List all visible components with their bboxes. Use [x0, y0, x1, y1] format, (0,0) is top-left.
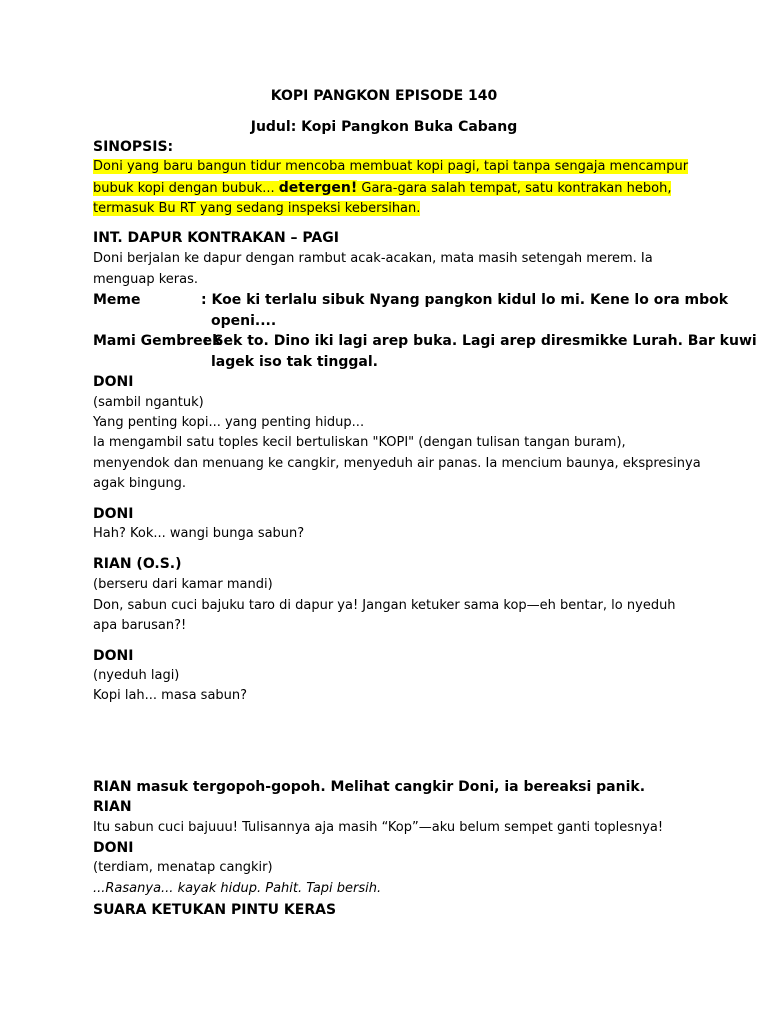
dialogue-mami: : Sek to. Dino iki lagi arep buka. Lagi arep diresmikke Lurah. Bar kuwi [203, 333, 757, 349]
synopsis-heading: SINOPSIS: [93, 139, 174, 155]
synopsis-line-3 [93, 199, 420, 219]
dialogue-line: ...Rasanya... kayak hidup. Pahit. Tapi bersih. [93, 881, 382, 896]
synopsis-line-2 [93, 178, 671, 199]
parenthetical: (berseru dari kamar mandi) [93, 577, 273, 592]
synopsis-emphasis: detergen! [278, 180, 358, 196]
dialogue-line: Don, sabun cuci bajuku taro di dapur ya! Jangan ketuker sama kop—eh bentar, lo nyeduh [93, 598, 676, 613]
dialogue-mami: lagek iso tak tinggal. [211, 354, 378, 370]
character-name-meme: Meme [93, 292, 141, 308]
dialogue-meme: openi.... [211, 313, 277, 329]
sound-cue: SUARA KETUKAN PINTU KERAS [93, 902, 337, 918]
scene-heading: INT. DAPUR KONTRAKAN – PAGI [93, 230, 339, 246]
character-name-rian: RIAN (O.S.) [93, 556, 182, 572]
action-line: menyendok dan menuang ke cangkir, menyeduh air panas. Ia mencium baunya, ekspresinya [93, 456, 701, 471]
dialogue-line: apa barusan?! [93, 618, 187, 633]
dialogue-line: Hah? Kok... wangi bunga sabun? [93, 526, 305, 541]
parenthetical: (nyeduh lagi) [93, 668, 180, 683]
character-name-doni: DONI [93, 840, 134, 856]
synopsis-line-1 [93, 157, 688, 177]
character-name-doni: DONI [93, 648, 134, 664]
scene-line: Doni berjalan ke dapur dengan rambut acak-acakan, mata masih setengah merem. Ia [93, 251, 653, 266]
synopsis-text: bubuk kopi dengan bubuk... [93, 181, 279, 196]
dialogue-line: Itu sabun cuci bajuuu! Tulisannya aja masih “Kop”—aku belum sempet ganti toplesnya! [93, 820, 664, 835]
synopsis-text: Doni yang baru bangun tidur mencoba membuat kopi pagi, tapi tanpa sengaja mencampur [93, 159, 689, 174]
action-line: agak bingung. [93, 476, 187, 491]
dialogue-line: Kopi lah... masa sabun? [93, 688, 248, 703]
parenthetical: (sambil ngantuk) [93, 395, 204, 410]
action-heading: RIAN masuk tergopoh-gopoh. Melihat cangkir Doni, ia bereaksi panik. [93, 779, 646, 795]
character-name-mami: Mami Gembreek [93, 333, 222, 349]
parenthetical: (terdiam, menatap cangkir) [93, 860, 273, 875]
scene-line: menguap keras. [93, 272, 199, 287]
document-subtitle: Judul: Kopi Pangkon Buka Cabang [250, 119, 518, 135]
character-name-rian: RIAN [93, 799, 132, 815]
action-line: Ia mengambil satu toples kecil bertuliskan "KOPI" (dengan tulisan tangan buram), [93, 435, 626, 450]
document-title: KOPI PANGKON EPISODE 140 [270, 88, 498, 104]
dialogue-meme: : Koe ki terlalu sibuk Nyang pangkon kidul lo mi. Kene lo ora mbok [201, 292, 729, 308]
dialogue-line: Yang penting kopi... yang penting hidup... [93, 415, 365, 430]
synopsis-text: Gara-gara salah tempat, satu kontrakan heboh, [357, 181, 672, 196]
character-name-doni: DONI [93, 506, 134, 522]
synopsis-text: termasuk Bu RT yang sedang inspeksi kebersihan. [93, 201, 421, 216]
character-name-doni: DONI [93, 374, 134, 390]
